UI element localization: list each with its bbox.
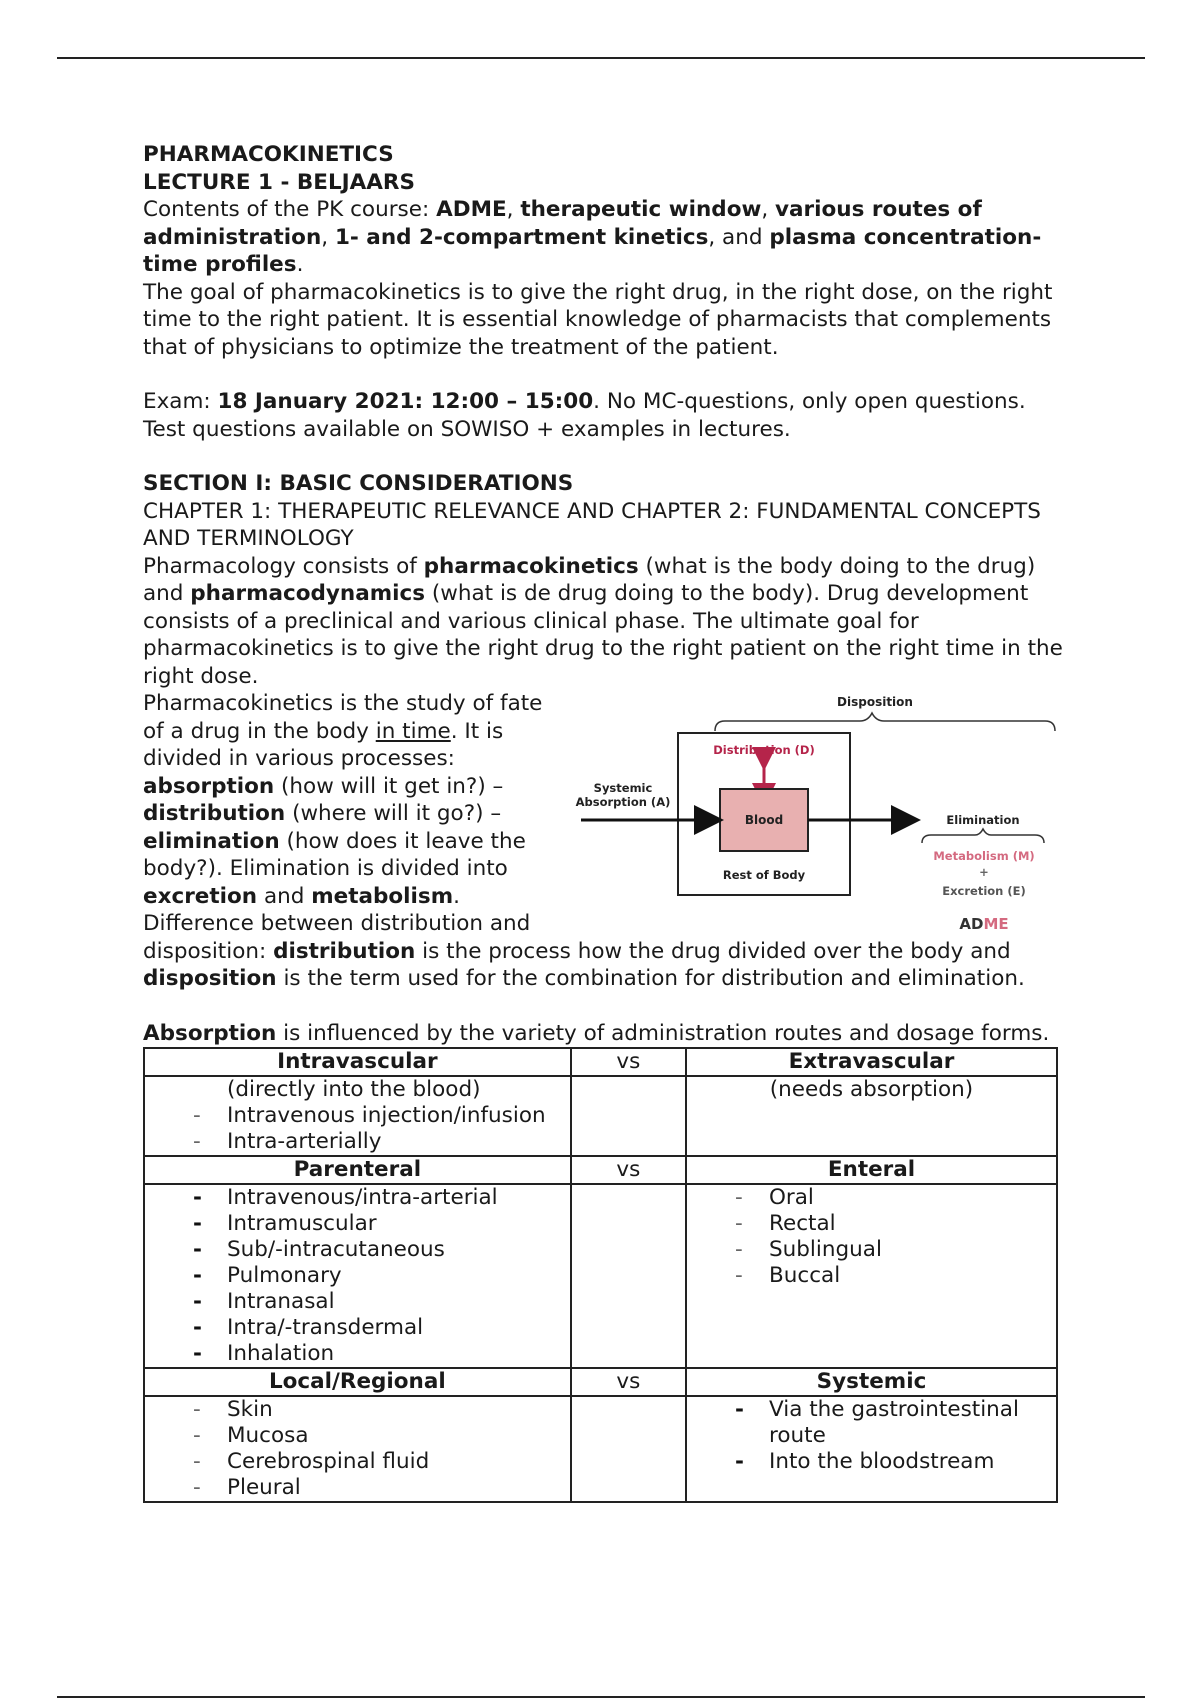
disposition-label: Disposition (837, 695, 913, 709)
list-item: - Cerebrospinal fluid (227, 1449, 564, 1475)
list-item: - Sub/-intracutaneous (227, 1237, 564, 1263)
header-vs: vs (571, 1156, 686, 1184)
adme-label: ADME (959, 915, 1009, 933)
pharmacology-paragraph: Pharmacology consists of pharmacokinetics (what is the body doing to the drug) and pharmacodynamics (what is de drug doing to the body). Drug development consists of a preclinical and various clinical phase. The ultimate goal for pharmacokinetics is to give the right drug to the right patient on the right time in the right dose. (143, 553, 1063, 689)
section-title: SECTION I: BASIC CONSIDERATIONS (143, 471, 574, 496)
plus-label: + (979, 865, 989, 879)
pk-processes-paragraph: Pharmacokinetics is the study of fate of a drug in the body in time. It is divided in various processes: absorption (how will it get in?) – distribution (where will it go?) – elimination (how does it leave the body?). Elimination is divided into excretion and metabolism. Difference between distribution and (143, 691, 543, 936)
document-body (143, 141, 1063, 1503)
systemic-list (693, 1397, 1050, 1475)
rest-of-body-label: Rest of Body (722, 868, 806, 882)
systemic-cell (686, 1396, 1057, 1502)
header-enteral: Enteral (686, 1156, 1057, 1184)
adme-diagram (575, 693, 1065, 943)
exam-test-questions: Test questions available on SOWISO + examples in lectures. (143, 416, 791, 442)
header-parenteral: Parenteral (144, 1156, 571, 1184)
list-item: - Intra/-transdermal (227, 1315, 564, 1341)
empty-cell (571, 1184, 686, 1368)
enteral-cell (686, 1184, 1057, 1368)
list-item: - Intra-arterially (227, 1129, 564, 1155)
goal-paragraph: The goal of pharmacokinetics is to give the right drug, in the right dose, on the right time to the right patient. It is essential knowledge of pharmacists that complements that of physicians to optimize the treatment of the patient. (143, 279, 1053, 360)
chapter-title: CHAPTER 1: THERAPEUTIC RELEVANCE AND CHAPTER 2: FUNDAMENTAL CONCEPTS AND TERMINOLOGY (143, 498, 1041, 551)
list-item: - Intravenous injection/infusion (227, 1103, 564, 1129)
list-item: - Intramuscular (227, 1211, 564, 1237)
table-row (144, 1184, 1057, 1368)
lecture-title: LECTURE 1 - BELJAARS (143, 169, 415, 195)
disposition-paragraph: disposition: distribution is the process how the drug divided over the body and disposition is the term used for the combination for distribution and elimination. (143, 938, 1025, 991)
table-header-row (144, 1048, 1057, 1076)
course-contents: Contents of the PK course: ADME, therapeutic window, various routes of administration, 1- and 2-compartment kinetics, and plasma concentration-time profiles. (143, 197, 1042, 277)
list-item: - Intranasal (227, 1289, 564, 1315)
top-rule (57, 57, 1145, 59)
parenteral-list (151, 1185, 564, 1367)
systemic-label: Systemic (593, 781, 653, 795)
local-regional-list (151, 1397, 564, 1501)
header-systemic: Systemic (686, 1368, 1057, 1396)
list-item: - Via the gastrointestinal route (769, 1397, 1050, 1449)
intravascular-cell (144, 1076, 571, 1156)
list-item: - Inhalation (227, 1341, 564, 1367)
enteral-list (693, 1185, 1050, 1289)
header-vs: vs (571, 1048, 686, 1076)
list-item: - Buccal (769, 1263, 1050, 1289)
empty-cell (571, 1076, 686, 1156)
pk-text-and-figure (143, 690, 1063, 938)
header-vs: vs (571, 1368, 686, 1396)
header-local-regional: Local/Regional (144, 1368, 571, 1396)
list-item: - Rectal (769, 1211, 1050, 1237)
empty-cell (571, 1396, 686, 1502)
blood-label: Blood (744, 813, 784, 827)
elimination-label: Elimination (946, 813, 1020, 827)
exam-info: Exam: 18 January 2021: 12:00 – 15:00. No MC-questions, only open questions. (143, 389, 1026, 414)
metabolism-label: Metabolism (M) (933, 849, 1035, 863)
distribution-label: Distribution (D) (713, 743, 815, 757)
header-extravascular: Extravascular (686, 1048, 1057, 1076)
elimination-brace (922, 829, 1044, 843)
intravascular-list (151, 1103, 564, 1155)
parenteral-cell (144, 1184, 571, 1368)
list-item: - Oral (769, 1185, 1050, 1211)
header-intravascular: Intravascular (144, 1048, 571, 1076)
list-item: - Into the bloodstream (769, 1449, 1050, 1475)
absorption-paragraph: Absorption is influenced by the variety of administration routes and dosage forms. (143, 1020, 1050, 1046)
list-item: - Intravenous/intra-arterial (227, 1185, 564, 1211)
list-item: - Pleural (227, 1475, 564, 1501)
absorption-label: Absorption (A) (575, 795, 671, 809)
table-row (144, 1076, 1057, 1156)
extravascular-note: (needs absorption) (769, 1077, 974, 1102)
list-item: - Skin (227, 1397, 564, 1423)
disposition-brace (715, 713, 1055, 731)
bottom-rule (57, 1696, 1145, 1698)
intravascular-note: (directly into the blood) (227, 1077, 481, 1102)
list-item: - Pulmonary (227, 1263, 564, 1289)
extravascular-cell (686, 1076, 1057, 1156)
table-header-row (144, 1368, 1057, 1396)
table-row (144, 1396, 1057, 1502)
list-item: - Sublingual (769, 1237, 1050, 1263)
local-regional-cell (144, 1396, 571, 1502)
list-item: - Mucosa (227, 1423, 564, 1449)
administration-routes-table (143, 1047, 1058, 1503)
excretion-label: Excretion (E) (942, 884, 1026, 898)
course-title: PHARMACOKINETICS (143, 142, 394, 167)
table-header-row (144, 1156, 1057, 1184)
